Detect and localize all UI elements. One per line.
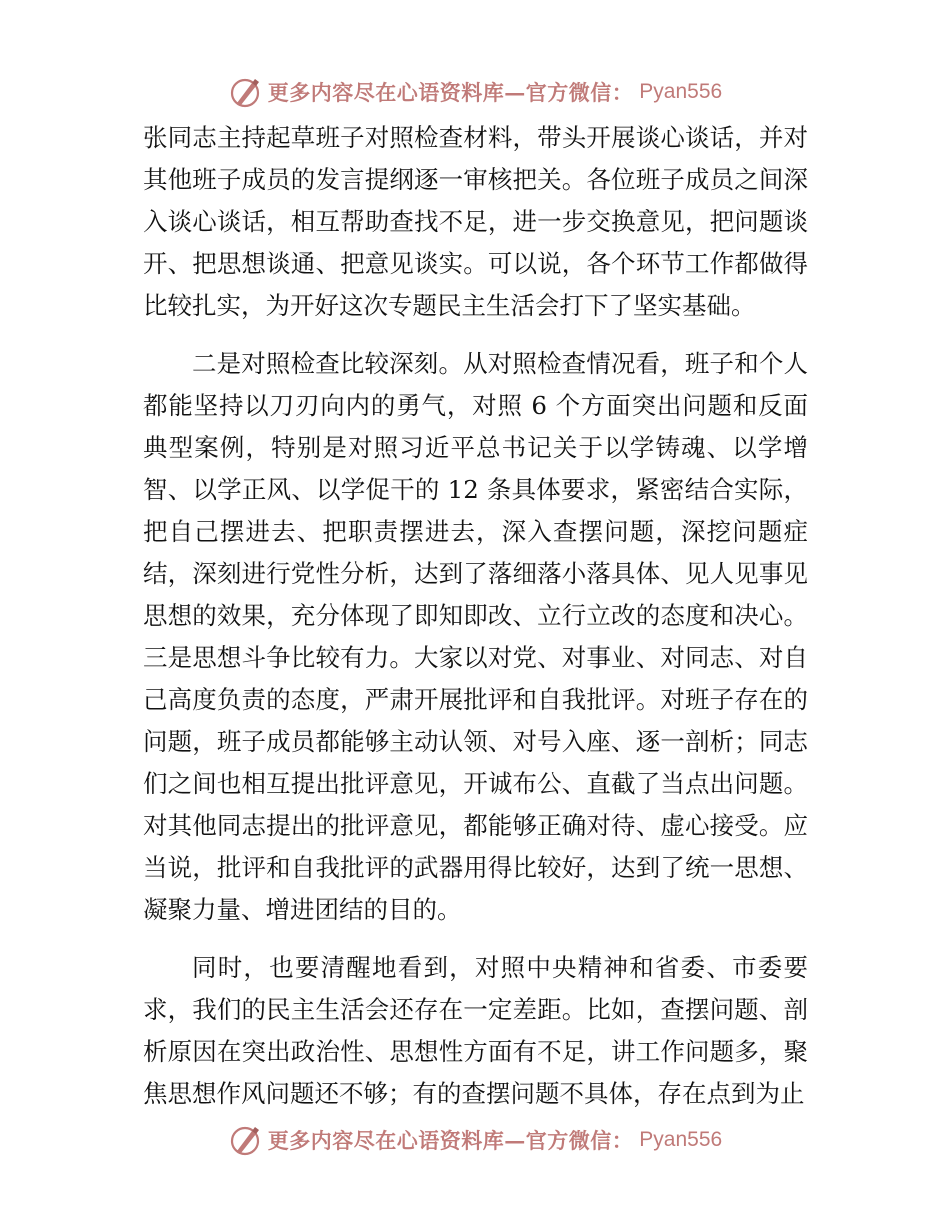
paragraph-1: 张同志主持起草班子对照检查材料，带头开展谈心谈话，并对其他班子成员的发言提纲逐一审核把关。各位班子成员之间深入谈心谈话，相互帮助查找不足，进一步交换意见，把问题谈开、把思想谈通、把意见谈实。可以说，各个环节工作都做得比较扎实，为开好这次专题民主生活会打下了坚实基础。 [143,123,808,320]
watermark-account: Pyan556 [639,80,723,103]
paragraph-2: 二是对照检查比较深刻。从对照检查情况看，班子和个人都能坚持以刀刃向内的勇气，对照 6 个方面突出问题和反面典型案例，特别是对照习近平总书记关于以学铸魂、以学增智、以学正风、以学促干的 12 条具体要求，紧密结合实际，把自己摆进去、把职责摆进去，深入查摆问题，深挖问题症结，深刻进行党性分析，达到了落细落小落具体、见人见事见思想的效果，充分体现了即知即改、立行立改的态度和决心。三是思想斗争比较有力。大家以对党、对事业、对同志、对自己高度负责的态度，严肃开展批评和自我批评。对班子存在的问题，班子成员都能够主动认领、对号入座、逐一剖析；同志们之间也相互提出批评意见，开诚布公、直截了当点出问题。对其他同志提出的批评意见，都能够正确对待、虚心接受。应当说，批评和自我批评的武器用得比较好，达到了统一思想、凝聚力量、增进团结的目的。 [143,349,808,924]
header-watermark [0,72,950,112]
document-body [143,117,808,1115]
watermark-text: 更多内容尽在心语资料库—官方微信： [267,80,634,105]
pen-circle-logo-icon [228,1123,262,1157]
footer-watermark [0,1120,950,1160]
watermark-account: Pyan556 [639,1128,723,1151]
watermark-text: 更多内容尽在心语资料库—官方微信： [267,1128,634,1153]
paragraph-3: 同时，也要清醒地看到，对照中央精神和省委、市委要求，我们的民主生活会还存在一定差距。比如，查摆问题、剖析原因在突出政治性、思想性方面有不足，讲工作问题多，聚焦思想作风问题还不够；有的查摆问题不具体，存在点到为止 [143,953,808,1108]
pen-circle-logo-icon [228,75,262,109]
